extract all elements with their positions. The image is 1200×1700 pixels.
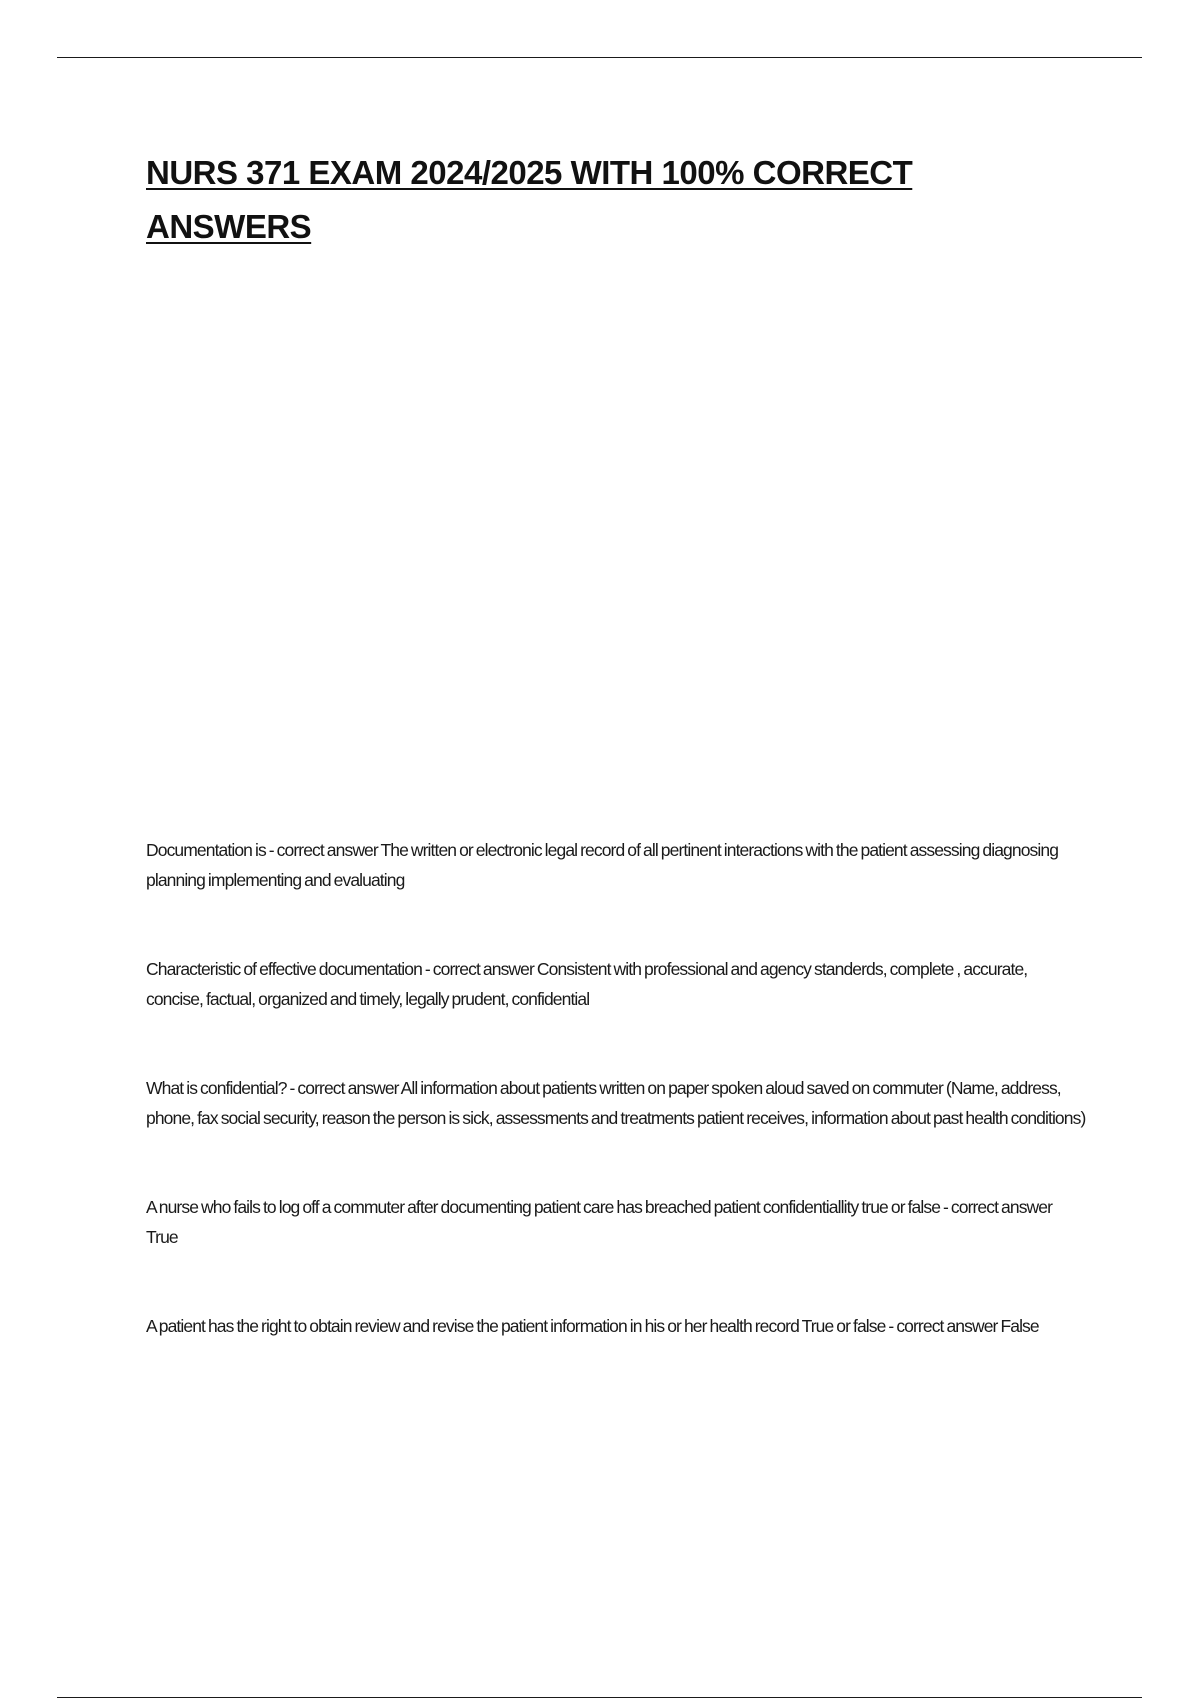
qa-entry-effective-documentation: Characteristic of effective documentation - correct answer Consistent with professional and agency standerds, complete , accurate, concise, factual, organized and timely, legally prudent, confidential [146, 959, 1028, 1009]
qa-entry-documentation: Documentation is - correct answer The written or electronic legal record of all pertinent interactions with the patient assessing diagnosing planning implementing and evaluating [146, 840, 1059, 890]
top-rule [57, 57, 1142, 58]
qa-list [146, 836, 1086, 1402]
qa-entry-log-off: A nurse who fails to log off a commuter after documenting patient care has breached patient confidentiallity true or false - correct answer True [146, 1197, 1053, 1247]
qa-entry-confidential: What is confidential? - correct answer All information about patients written on paper spoken aloud saved on commuter (Name, address, phone, fax social security, reason the person is sick, assessments and treatments patient receives, information about past health conditions) [146, 1078, 1086, 1128]
bottom-rule [57, 1697, 1142, 1698]
document-title: NURS 371 EXAM 2024/2025 WITH 100% CORRECT ANSWERS [146, 154, 913, 245]
qa-entry-patient-rights: A patient has the right to obtain review and revise the patient information in his or her health record True or false - correct answer False [146, 1316, 1039, 1336]
